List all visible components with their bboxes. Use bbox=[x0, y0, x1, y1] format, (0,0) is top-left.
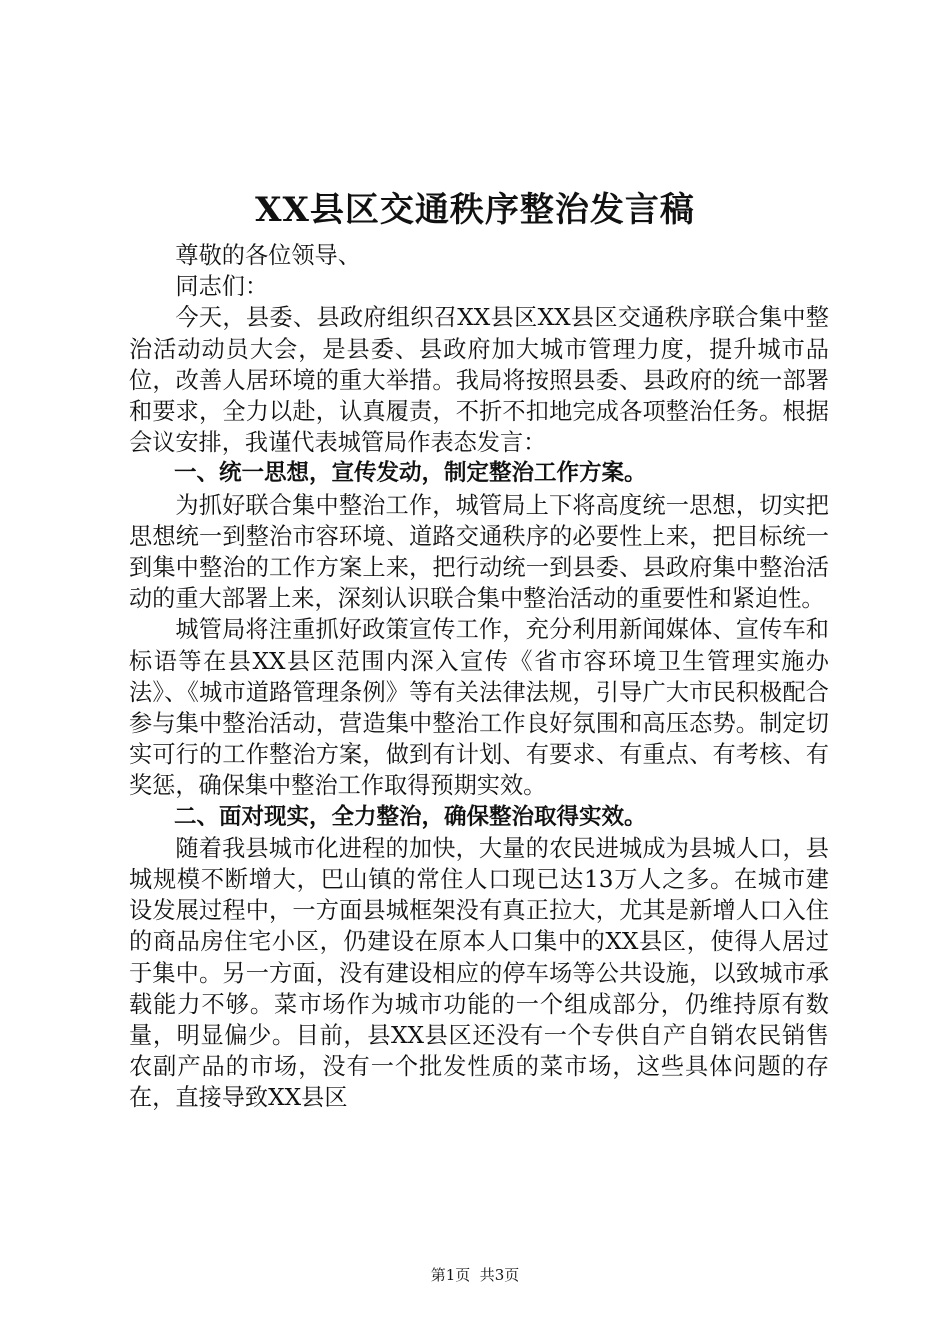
section-heading-1: 一、统一思想，宣传发动，制定整治工作方案。 bbox=[174, 460, 647, 487]
page-footer bbox=[0, 1265, 950, 1285]
section-heading-2: 二、面对现实，全力整治，确保整治取得实效。 bbox=[174, 803, 647, 830]
paragraph-intro: 今天，县委、县政府组织召XX县区XX县区交通秩序联合集中整治活动动员大会，是县委、县政府加大城市管理力度，提升城市品位，改善人居环境的重大举措。我局将按照县委、县政府的统一部署和要求，全力以赴，认真履责，不折不扣地完成各项整治任务。根据会议安排，我谨代表城管局作表态发言： bbox=[129, 304, 829, 457]
paragraph-section-1a: 为抓好联合集中整治工作，城管局上下将高度统一思想，切实把思想统一到整治市容环境、道路交通秩序的必要性上来，把目标统一到集中整治的工作方案上来，把行动统一到县委、县政府集中整治活动的重大部署上来，深刻认识联合集中整治活动的重要性和紧迫性。 bbox=[129, 491, 829, 613]
page-number: 第1页 共3页 bbox=[430, 1266, 520, 1284]
salutation-line-1: 尊敬的各位领导、 bbox=[175, 242, 361, 269]
document-title: XX县区交通秩序整治发言稿 bbox=[255, 190, 695, 230]
paragraph-section-1b: 城管局将注重抓好政策宣传工作，充分利用新闻媒体、宣传车和标语等在县XX县区范围内深入宣传《省市容环境卫生管理实施办法》、《城市道路管理条例》等有关法律法规，引导广大市民积极配合参与集中整治活动，营造集中整治工作良好氛围和高压态势。制定切实可行的工作整治方案，做到有计划、有要求、有重点、有考核、有奖惩，确保集中整治工作取得预期实效。 bbox=[129, 616, 829, 800]
document-body bbox=[129, 240, 829, 1114]
paragraph-section-2a: 随着我县城市化进程的加快，大量的农民进城成为县城人口，县城规模不断增大，巴山镇的常住人口现已达13万人之多。在城市建设发展过程中，一方面县城框架没有真正拉大，尤其是新增人口入住的商品房住宅小区，仍建设在原本人口集中的XX县区，使得人居过于集中。另一方面，没有建设相应的停车场等公共设施，以致城市承载能力不够。菜市场作为城市功能的一个组成部分，仍维持原有数量，明显偏少。目前，县XX县区还没有一个专供自产自销农民销售农副产品的市场，没有一个批发性质的菜市场，这些具体问题的存在，直接导致XX县区 bbox=[129, 834, 829, 1112]
salutation-line-2: 同志们： bbox=[175, 273, 269, 301]
